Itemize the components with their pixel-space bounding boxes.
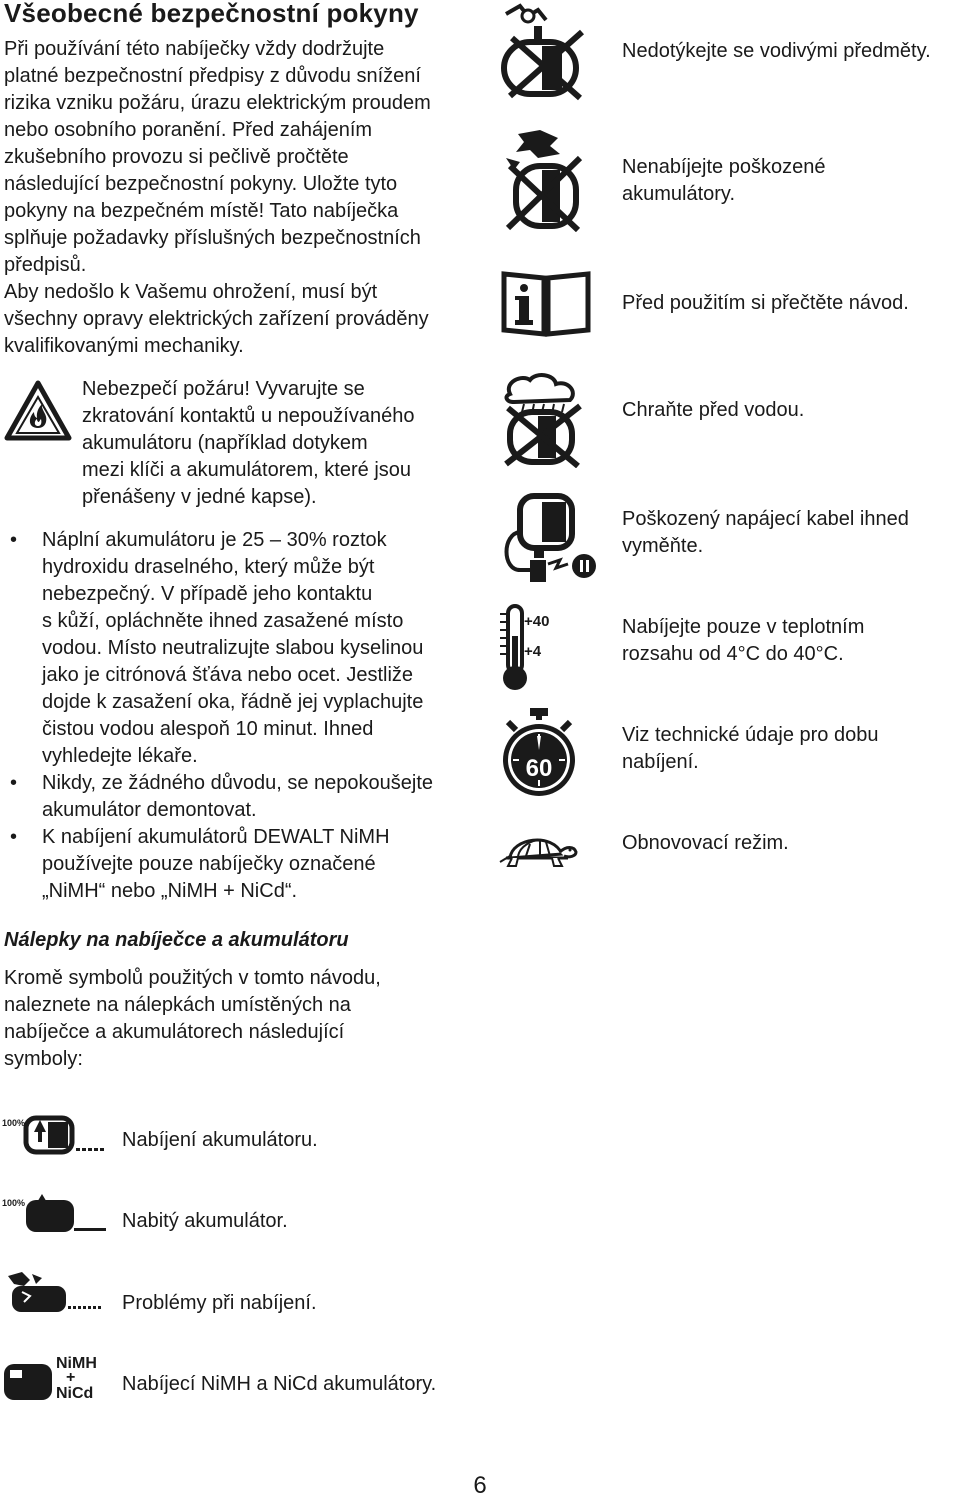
text-line: K nabíjení akumulátorů DEWALT NiMH [42,826,390,848]
text-line: čistou vodou alespoň 10 minut. Ihned [42,718,374,740]
text-line: symboly: [4,1048,83,1070]
timer-label: 60 [525,755,553,782]
text-line: nebezpečný. V případě jeho kontaktu [42,583,373,605]
text-line: předpisů. [4,254,87,276]
bullet-item-disassembly [42,770,462,824]
symbol-caption-temperature [622,614,958,668]
charged-battery-icon [2,1192,110,1238]
charging-problem-icon [2,1270,110,1316]
text-line: Před použitím si přečtěte návod. [622,292,909,314]
text-line: platné bezpečnostní předpisy z důvodu snížení [4,65,421,87]
chemistry-label-plus: + [66,1369,76,1386]
text-line: Poškozený napájecí kabel ihned [622,508,909,530]
text-line: Nabíjejte pouze v teplotním [622,616,865,638]
symbol-label-problem: Problémy při nabíjení. [122,1292,317,1314]
fire-warning-text [82,376,462,511]
chemistry-label-nimh: NiMH [56,1355,97,1372]
text-line: rizika vzniku požáru, úrazu elektrickým proudem [4,92,431,114]
text-line: Chraňte před vodou. [622,399,805,421]
text-line: následující bezpečnostní pokyny. Uložte tyto [4,173,398,195]
no-damaged-battery-icon [500,128,584,232]
text-line: všechny opravy elektrických zařízení prováděny [4,308,429,330]
battery-percent-label: 100% [2,1118,26,1128]
text-line: Náplní akumulátoru je 25 – 30% roztok [42,529,387,551]
labels-paragraph [4,965,462,1073]
symbol-caption-cord [622,506,958,560]
bullet-item-nimh-chargers [42,824,462,905]
symbol-caption-timer [622,722,958,776]
text-line: hydroxidu draselného, který může být [42,556,375,578]
text-line: vodou. Místo neutralizujte slabou kyselinou [42,637,424,659]
timer-60-icon [498,706,580,798]
damaged-cord-icon [498,492,600,582]
text-line: Při používání této nabíječky vždy dodržujte [4,38,385,60]
text-line: naleznete na nálepkách umístěných na [4,994,351,1016]
symbol-label-nimh-nicd: Nabíjecí NiMH a NiCd akumulátory. [122,1373,437,1395]
text-line: Aby nedošlo k Vašemu ohrožení, musí být [4,281,378,303]
symbol-label-charged: Nabitý akumulátor. [122,1210,288,1232]
symbol-caption-manual [622,290,958,317]
text-line: Nedotýkejte se vodivými předměty. [622,40,931,62]
symbol-caption-conductive [622,38,958,65]
thermo-label-low: +4 [524,643,542,660]
repairs-paragraph [4,279,462,360]
symbol-caption-damaged [622,154,958,208]
fire-hazard-icon [4,380,72,442]
symbol-caption-water [622,397,958,424]
text-line: s kůží, opláchněte ihned zasažené místo [42,610,404,632]
text-line: nebo osobního poranění. Před zahájením [4,119,373,141]
page-number: 6 [473,1472,487,1499]
bullet-marker: • [10,529,18,551]
text-line: zkušebního provozu si pečlivě pročtěte [4,146,349,168]
nimh-nicd-battery-icon [2,1352,110,1404]
text-line: Nenabíjejte poškozené [622,156,826,178]
intro-paragraph [4,36,462,279]
text-line: pokyny na bezpečném místě! Tato nabíječka [4,200,399,222]
read-manual-icon [500,268,592,340]
thermo-label-high: +40 [524,613,550,630]
text-line: přenášeny v jedné kapse). [82,486,317,508]
text-line: rozsahu od 4°C do 40°C. [622,643,844,665]
no-conductive-objects-icon [498,2,590,102]
text-line: Obnovovací režim. [622,832,789,854]
bullet-item-electrolyte [42,527,462,770]
text-line: splňuje požadavky příslušných bezpečnostních [4,227,421,249]
text-line: „NiMH“ nebo „NiMH + NiCd“. [42,880,298,902]
text-line: akumulátory. [622,183,736,205]
bullet-marker: • [10,826,18,848]
charging-battery-icon [2,1112,110,1158]
text-line: nabíječce a akumulátorech následující [4,1021,345,1043]
text-line: jako je citrónová šťáva nebo ocet. Jestliže [42,664,414,686]
text-line: mezi klíči a akumulátorem, které jsou [82,459,412,481]
text-line: dojde k zasažení oka, řádně jej vyplachujte [42,691,424,713]
text-line: Nebezpečí požáru! Vyvarujte se [82,378,365,400]
text-line: Kromě symbolů použitých v tomto návodu, [4,967,381,989]
text-line: kvalifikovanými mechaniky. [4,335,244,357]
text-line: Nikdy, ze žádného důvodu, se nepokoušejte [42,772,434,794]
turtle-icon [496,828,580,872]
section-heading: Nálepky na nabíječce a akumulátoru [4,929,349,951]
symbol-caption-turtle [622,830,958,857]
text-line: akumulátoru (například dotykem [82,432,368,454]
text-line: zkratování kontaktů u nepoužívaného [82,405,415,427]
text-line: akumulátor demontovat. [42,799,257,821]
page-title: Všeobecné bezpečnostní pokyny [4,0,419,28]
text-line: nabíjení. [622,751,699,773]
bullet-marker: • [10,772,18,794]
text-line: používejte pouze nabíječky označené [42,853,376,875]
text-line: vyhledejte lékaře. [42,745,198,767]
text-line: Viz technické údaje pro dobu [622,724,879,746]
text-line: vyměňte. [622,535,704,557]
no-water-icon [500,372,584,468]
chemistry-label-nicd: NiCd [56,1385,94,1402]
thermometer-icon [498,602,558,694]
symbol-label-charging: Nabíjení akumulátoru. [122,1129,318,1151]
battery-percent-label: 100% [2,1198,26,1208]
